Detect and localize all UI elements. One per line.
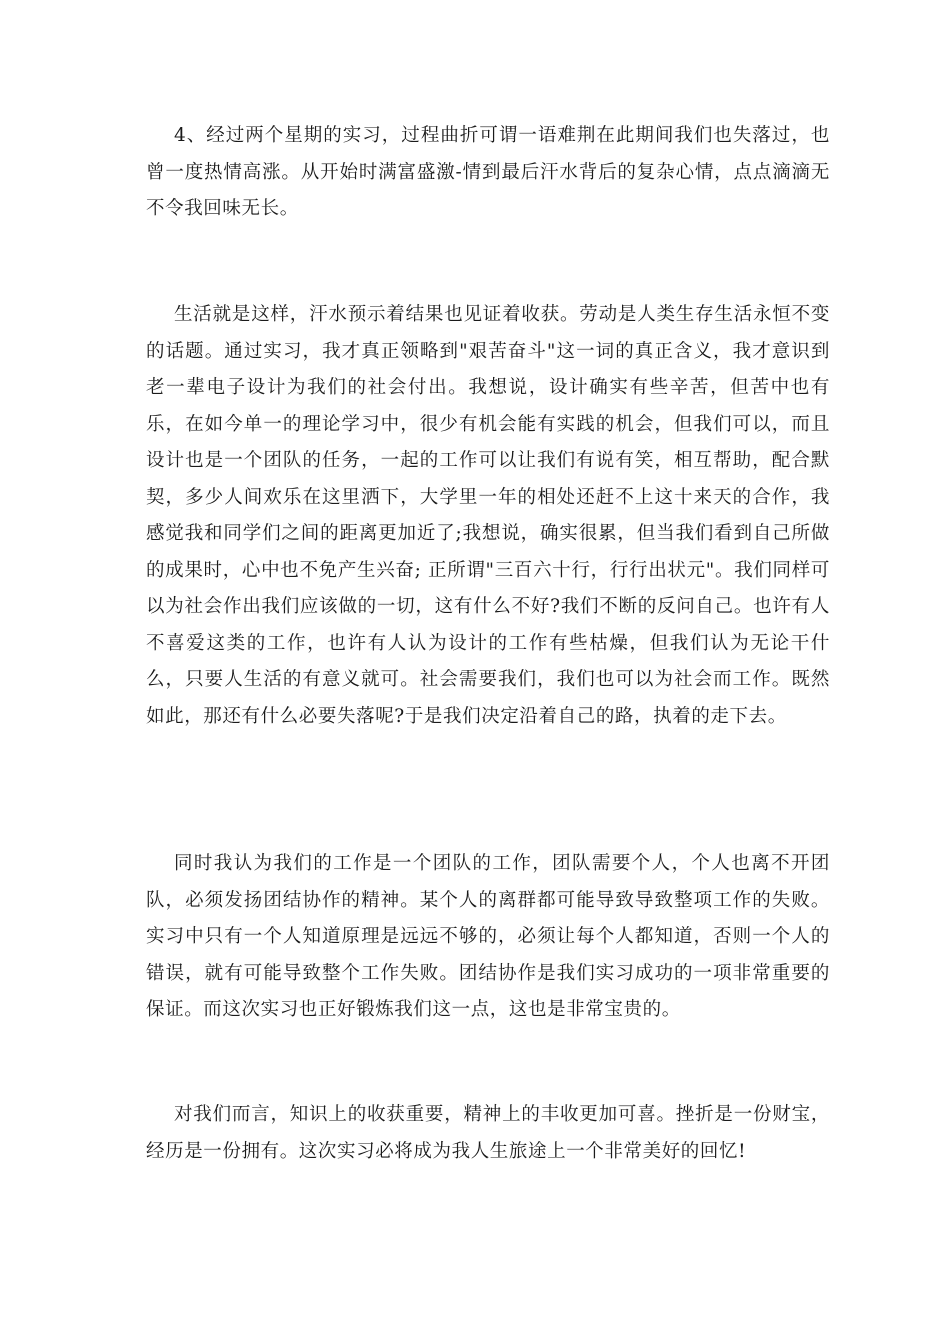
paragraph-conclusion: 对我们而言，知识上的收获重要，精神上的丰收更加可喜。挫折是一份财宝，经历是一份拥有。这次实习必将成为我人生旅途上一个非常美好的回忆!: [146, 1104, 830, 1162]
paragraph-life-and-labor: 生活就是这样，汗水预示着结果也见证着收获。劳动是人类生存生活永恒不变的话题。通过实习，我才真正领略到"艰苦奋斗"这一词的真正含义，我才意识到老一辈电子设计为我们的社会付出。我想说，设计确实有些辛苦，但苦中也有乐，在如今单一的理论学习中，很少有机会能有实践的机会，但我们可以，而且设计也是一个团队的任务，一起的工作可以让我们有说有笑，相互帮助，配合默契，多少人间欢乐在这里洒下，大学里一年的相处还赶不上这十来天的合作，我感觉我和同学们之间的距离更加近了;我想说，确实很累，但当我们看到自己所做的成果时，心中也不免产生兴奋; 正所谓"三百六十行，行行出状元"。我们同样可以为社会作出我们应该做的一切，这有什么不好?我们不断的反问自己。也许有人不喜爱这类的工作，也许有人认为设计的工作有些枯燥，但我们认为无论干什么，只要人生活的有意义就可。社会需要我们，我们也可以为社会而工作。既然如此，那还有什么必要失落呢?于是我们决定沿着自己的路，执着的走下去。: [146, 304, 830, 727]
paragraph-internship-reflection: 4、经过两个星期的实习，过程曲折可谓一语难荆在此期间我们也失落过，也曾一度热情高涨。从开始时满富盛激-情到最后汗水背后的复杂心情，点点滴滴无不令我回味无长。: [146, 125, 830, 219]
paragraph-teamwork: 同时我认为我们的工作是一个团队的工作，团队需要个人，个人也离不开团队，必须发扬团结协作的精神。某个人的离群都可能导致导致整项工作的失败。实习中只有一个人知道原理是远远不够的，必须让每个人都知道，否则一个人的错误，就有可能导致整个工作失败。团结协作是我们实习成功的一项非常重要的保证。而这次实习也正好锻炼我们这一点，这也是非常宝贵的。: [146, 853, 830, 1020]
